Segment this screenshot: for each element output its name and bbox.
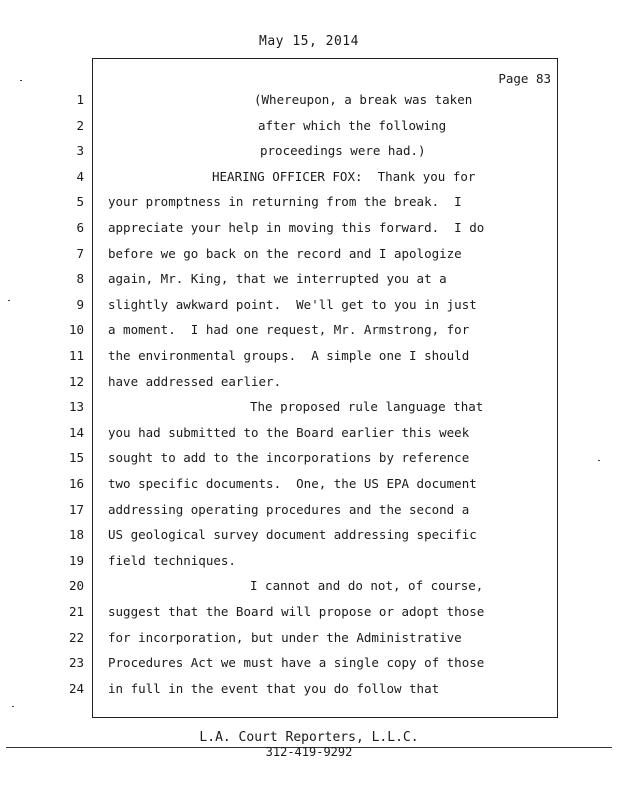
line-number: 24	[68, 680, 84, 696]
line-number: 2	[76, 117, 84, 133]
line-number: 9	[76, 296, 84, 312]
line-number: 7	[76, 245, 84, 261]
line-number: 11	[68, 348, 84, 363]
transcript-line-text: HEARING OFFICER FOX: Thank you for	[212, 168, 476, 184]
transcript-line-text: proceedings were had.)	[260, 143, 426, 159]
transcript-line-text: two specific documents. One, the US EPA document	[108, 476, 477, 491]
line-number: 3	[76, 143, 84, 159]
transcript-line-text: (Whereupon, a break was taken	[254, 92, 473, 107]
line-number: 20	[68, 578, 84, 594]
footer-company: L.A. Court Reporters, L.L.C.	[199, 730, 419, 745]
scan-speck	[598, 460, 600, 461]
line-number: 18	[68, 527, 84, 543]
scan-speck	[8, 300, 10, 301]
transcript-line-text: field techniques.	[108, 552, 236, 568]
transcript-line-text: your promptness in returning from the break. I	[108, 194, 462, 210]
transcript-line-text: after which the following	[258, 117, 447, 133]
line-number: 5	[76, 194, 84, 210]
transcript-line-text: have addressed earlier.	[108, 373, 282, 389]
line-number: 14	[68, 424, 84, 440]
footer-phone: 312-419-9292	[265, 745, 353, 759]
scan-speck	[12, 706, 14, 707]
transcript-line-text: in full in the event that you do follow that	[108, 680, 440, 696]
page-number-label: Page 83	[498, 71, 551, 86]
line-number: 17	[68, 501, 84, 517]
transcript-line-text: appreciate your help in moving this forward. I do	[108, 220, 485, 235]
transcript-line-text: for incorporation, but under the Administrative	[108, 629, 462, 645]
line-number: 16	[68, 476, 84, 491]
line-number: 23	[68, 655, 84, 671]
line-number: 13	[68, 399, 84, 415]
transcript-line-text: sought to add to the incorporations by reference	[108, 450, 470, 466]
transcript-line-text: before we go back on the record and I apologize	[108, 245, 462, 261]
line-number: 4	[76, 168, 84, 184]
scan-speck	[20, 80, 22, 81]
line-number: 6	[76, 220, 84, 235]
line-number: 21	[68, 604, 84, 619]
line-number: 19	[68, 552, 84, 568]
transcript-line-text: you had submitted to the Board earlier this week	[108, 424, 470, 440]
transcript-line-text: suggest that the Board will propose or adopt those	[108, 604, 485, 619]
transcript-line-text: I cannot and do not, of course,	[250, 578, 484, 594]
transcript-line-text: The proposed rule language that	[250, 399, 484, 415]
transcript-line-text: addressing operating procedures and the second a	[108, 501, 470, 517]
transcript-line-text: a moment. I had one request, Mr. Armstrong, for	[108, 322, 470, 338]
transcript-line-text: the environmental groups. A simple one I should	[108, 348, 470, 363]
line-number: 12	[68, 373, 84, 389]
header-date: May 15, 2014	[259, 34, 359, 49]
line-number: 8	[76, 271, 84, 287]
transcript-line-text: slightly awkward point. We'll get to you in just	[108, 296, 477, 312]
transcript-line-text: US geological survey document addressing specific	[108, 527, 477, 543]
transcript-line-text: Procedures Act we must have a single copy of those	[108, 655, 485, 671]
transcript-line-text: again, Mr. King, that we interrupted you at a	[108, 271, 447, 287]
line-number: 1	[76, 92, 84, 107]
line-number: 15	[68, 450, 84, 466]
line-number: 10	[68, 322, 84, 338]
line-number: 22	[68, 629, 84, 645]
